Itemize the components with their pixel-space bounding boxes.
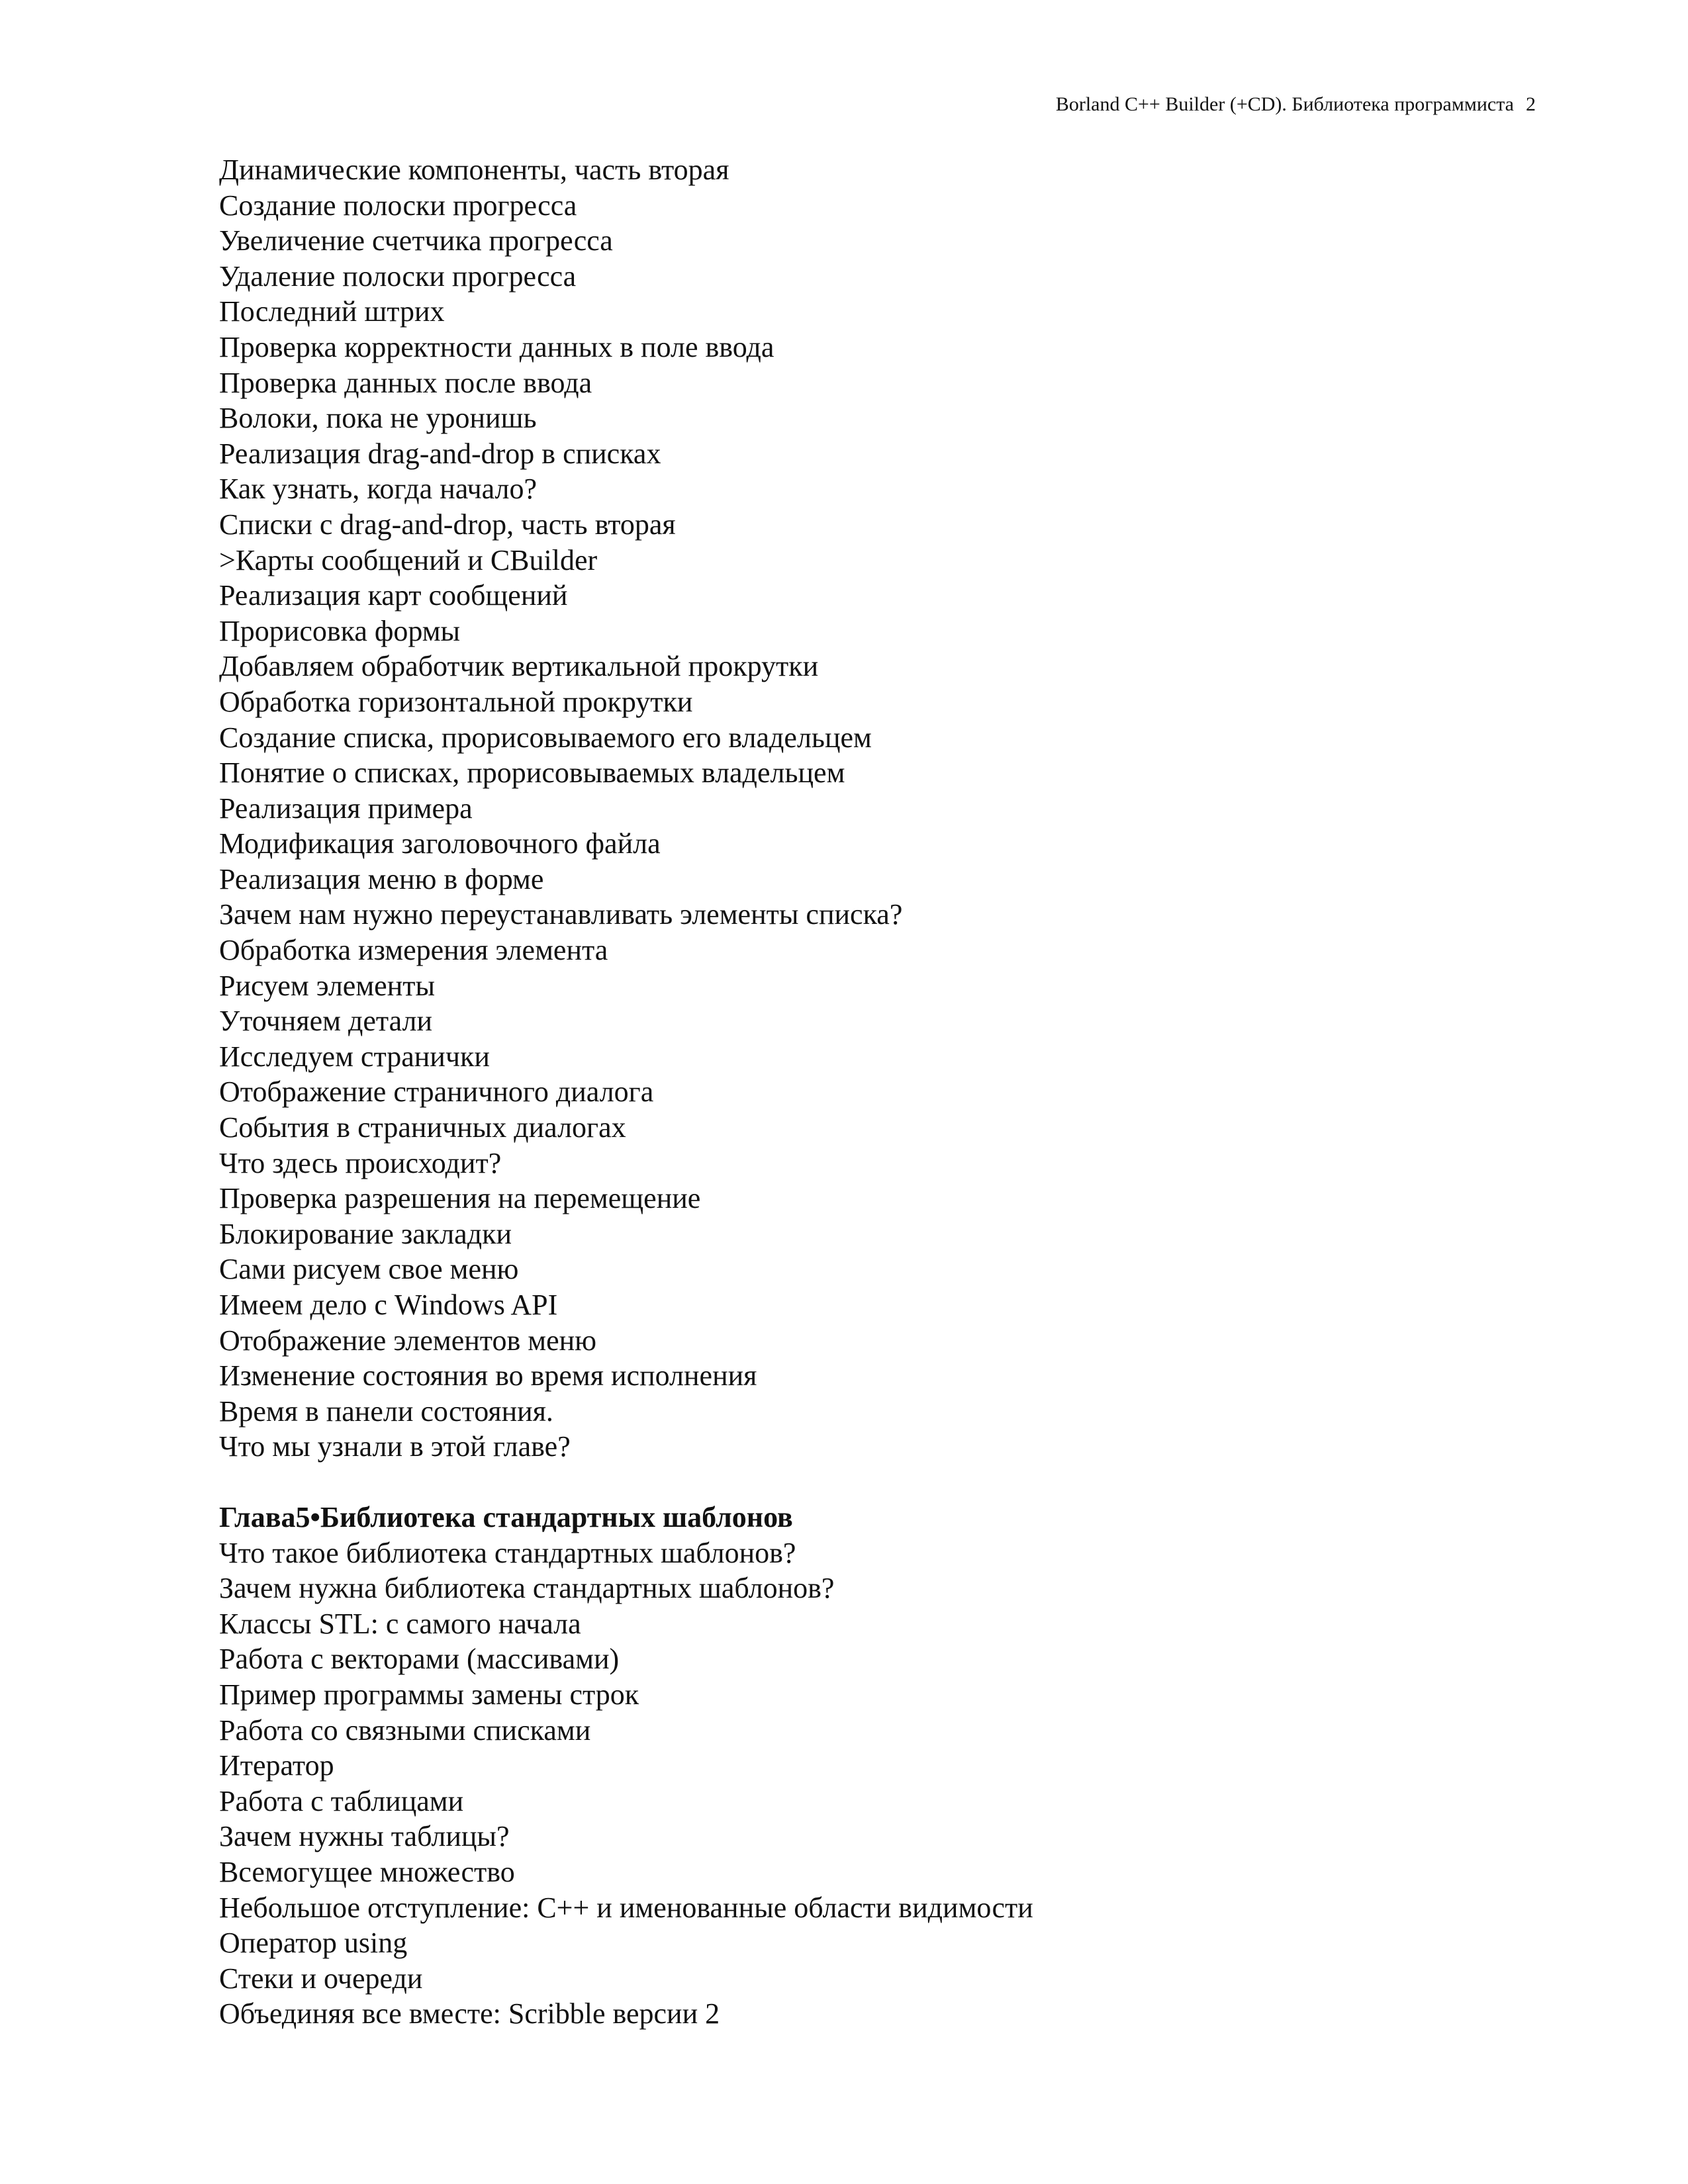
toc-item: Последний штрих xyxy=(219,295,445,328)
toc-item: Зачем нужна библиотека стандартных шаблонов? xyxy=(219,1572,835,1605)
toc-item: Увеличение счетчика прогресса xyxy=(219,224,613,257)
toc-item: Работа с векторами (массивами) xyxy=(219,1643,620,1676)
toc-item: Что мы узнали в этой главе? xyxy=(219,1430,571,1463)
toc-item: Что здесь происходит? xyxy=(219,1146,502,1179)
toc-item: Зачем нам нужно переустанавливать элементы списка? xyxy=(219,898,903,931)
toc-item: Обработка горизонтальной прокрутки xyxy=(219,685,693,718)
toc-item: Проверка корректности данных в поле ввода xyxy=(219,330,774,363)
page-number: 2 xyxy=(1526,93,1536,115)
toc-item: Сами рисуем свое меню xyxy=(219,1253,519,1286)
toc-item: Исследуем странички xyxy=(219,1040,490,1073)
toc-item: Имеем дело с Windows API xyxy=(219,1289,558,1321)
toc-item: Списки с drag-and-drop, часть вторая xyxy=(219,508,676,541)
page-header xyxy=(1056,91,1536,118)
toc-item: Оператор using xyxy=(219,1927,408,1960)
toc-item: Стеки и очереди xyxy=(219,1962,423,1995)
toc-item: Классы STL: с самого начала xyxy=(219,1607,581,1640)
toc-item: Итератор xyxy=(219,1749,334,1782)
header-title: Borland C++ Builder (+CD). Библиотека программиста xyxy=(1055,93,1514,115)
toc-item: Реализация меню в форме xyxy=(219,862,544,895)
toc-item: >Карты сообщений и CBuilder xyxy=(219,543,598,576)
toc-item: Работа с таблицами xyxy=(219,1784,464,1817)
toc-item: Блокирование закладки xyxy=(219,1217,512,1250)
toc-item: Модификация заголовочного файла xyxy=(219,827,661,860)
toc-item: Реализация карт сообщений xyxy=(219,579,568,612)
toc-item: Удаление полоски прогресса xyxy=(219,259,577,293)
toc-item: Что такое библиотека стандартных шаблонов? xyxy=(219,1536,796,1569)
toc-item: Динамические компоненты, часть вторая xyxy=(219,154,729,186)
toc-item: Небольшое отступление: C++ и именованные области видимости xyxy=(219,1891,1033,1924)
chapter-title: Глава5•Библиотека стандартных шаблонов xyxy=(219,1500,793,1533)
toc-item: Отображение элементов меню xyxy=(219,1324,597,1357)
toc-item: Отображение страничного диалога xyxy=(219,1075,654,1109)
toc-item: Создание полоски прогресса xyxy=(219,189,577,222)
toc-item: Зачем нужны таблицы? xyxy=(219,1820,510,1853)
toc-item: Как узнать, когда начало? xyxy=(219,473,538,506)
toc-item: Волоки, пока не уронишь xyxy=(219,402,537,435)
toc-item: Уточняем детали xyxy=(219,1005,433,1038)
toc-item: Реализация drag-and-drop в списках xyxy=(219,437,661,470)
chapter-5-section xyxy=(219,1500,1543,2032)
toc-item: Время в панели состояния. xyxy=(219,1394,553,1428)
toc-item: Всемогущее множество xyxy=(219,1855,515,1888)
toc-item: Создание списка, прорисовываемого его владельцем xyxy=(219,721,872,754)
toc-item: Объединяя все вместе: Scribble версии 2 xyxy=(219,1997,720,2030)
toc-item: Добавляем обработчик вертикальной прокрутки xyxy=(219,650,819,683)
toc-list-continued xyxy=(219,152,1543,1465)
toc-item: Изменение состояния во время исполнения xyxy=(219,1359,757,1392)
toc-item: Понятие о списках, прорисовываемых владельцем xyxy=(219,756,845,790)
toc-item: Пример программы замены строк xyxy=(219,1678,639,1711)
toc-item: События в страничных диалогах xyxy=(219,1111,626,1144)
toc-item: Рисуем элементы xyxy=(219,969,436,1002)
toc-item: Проверка данных после ввода xyxy=(219,366,592,399)
table-of-contents xyxy=(219,152,1543,2032)
toc-item: Работа со связными списками xyxy=(219,1713,591,1747)
toc-item: Реализация примера xyxy=(219,792,473,825)
toc-item: Обработка измерения элемента xyxy=(219,934,608,967)
toc-item: Прорисовка формы xyxy=(219,614,461,647)
toc-item: Проверка разрешения на перемещение xyxy=(219,1182,701,1215)
